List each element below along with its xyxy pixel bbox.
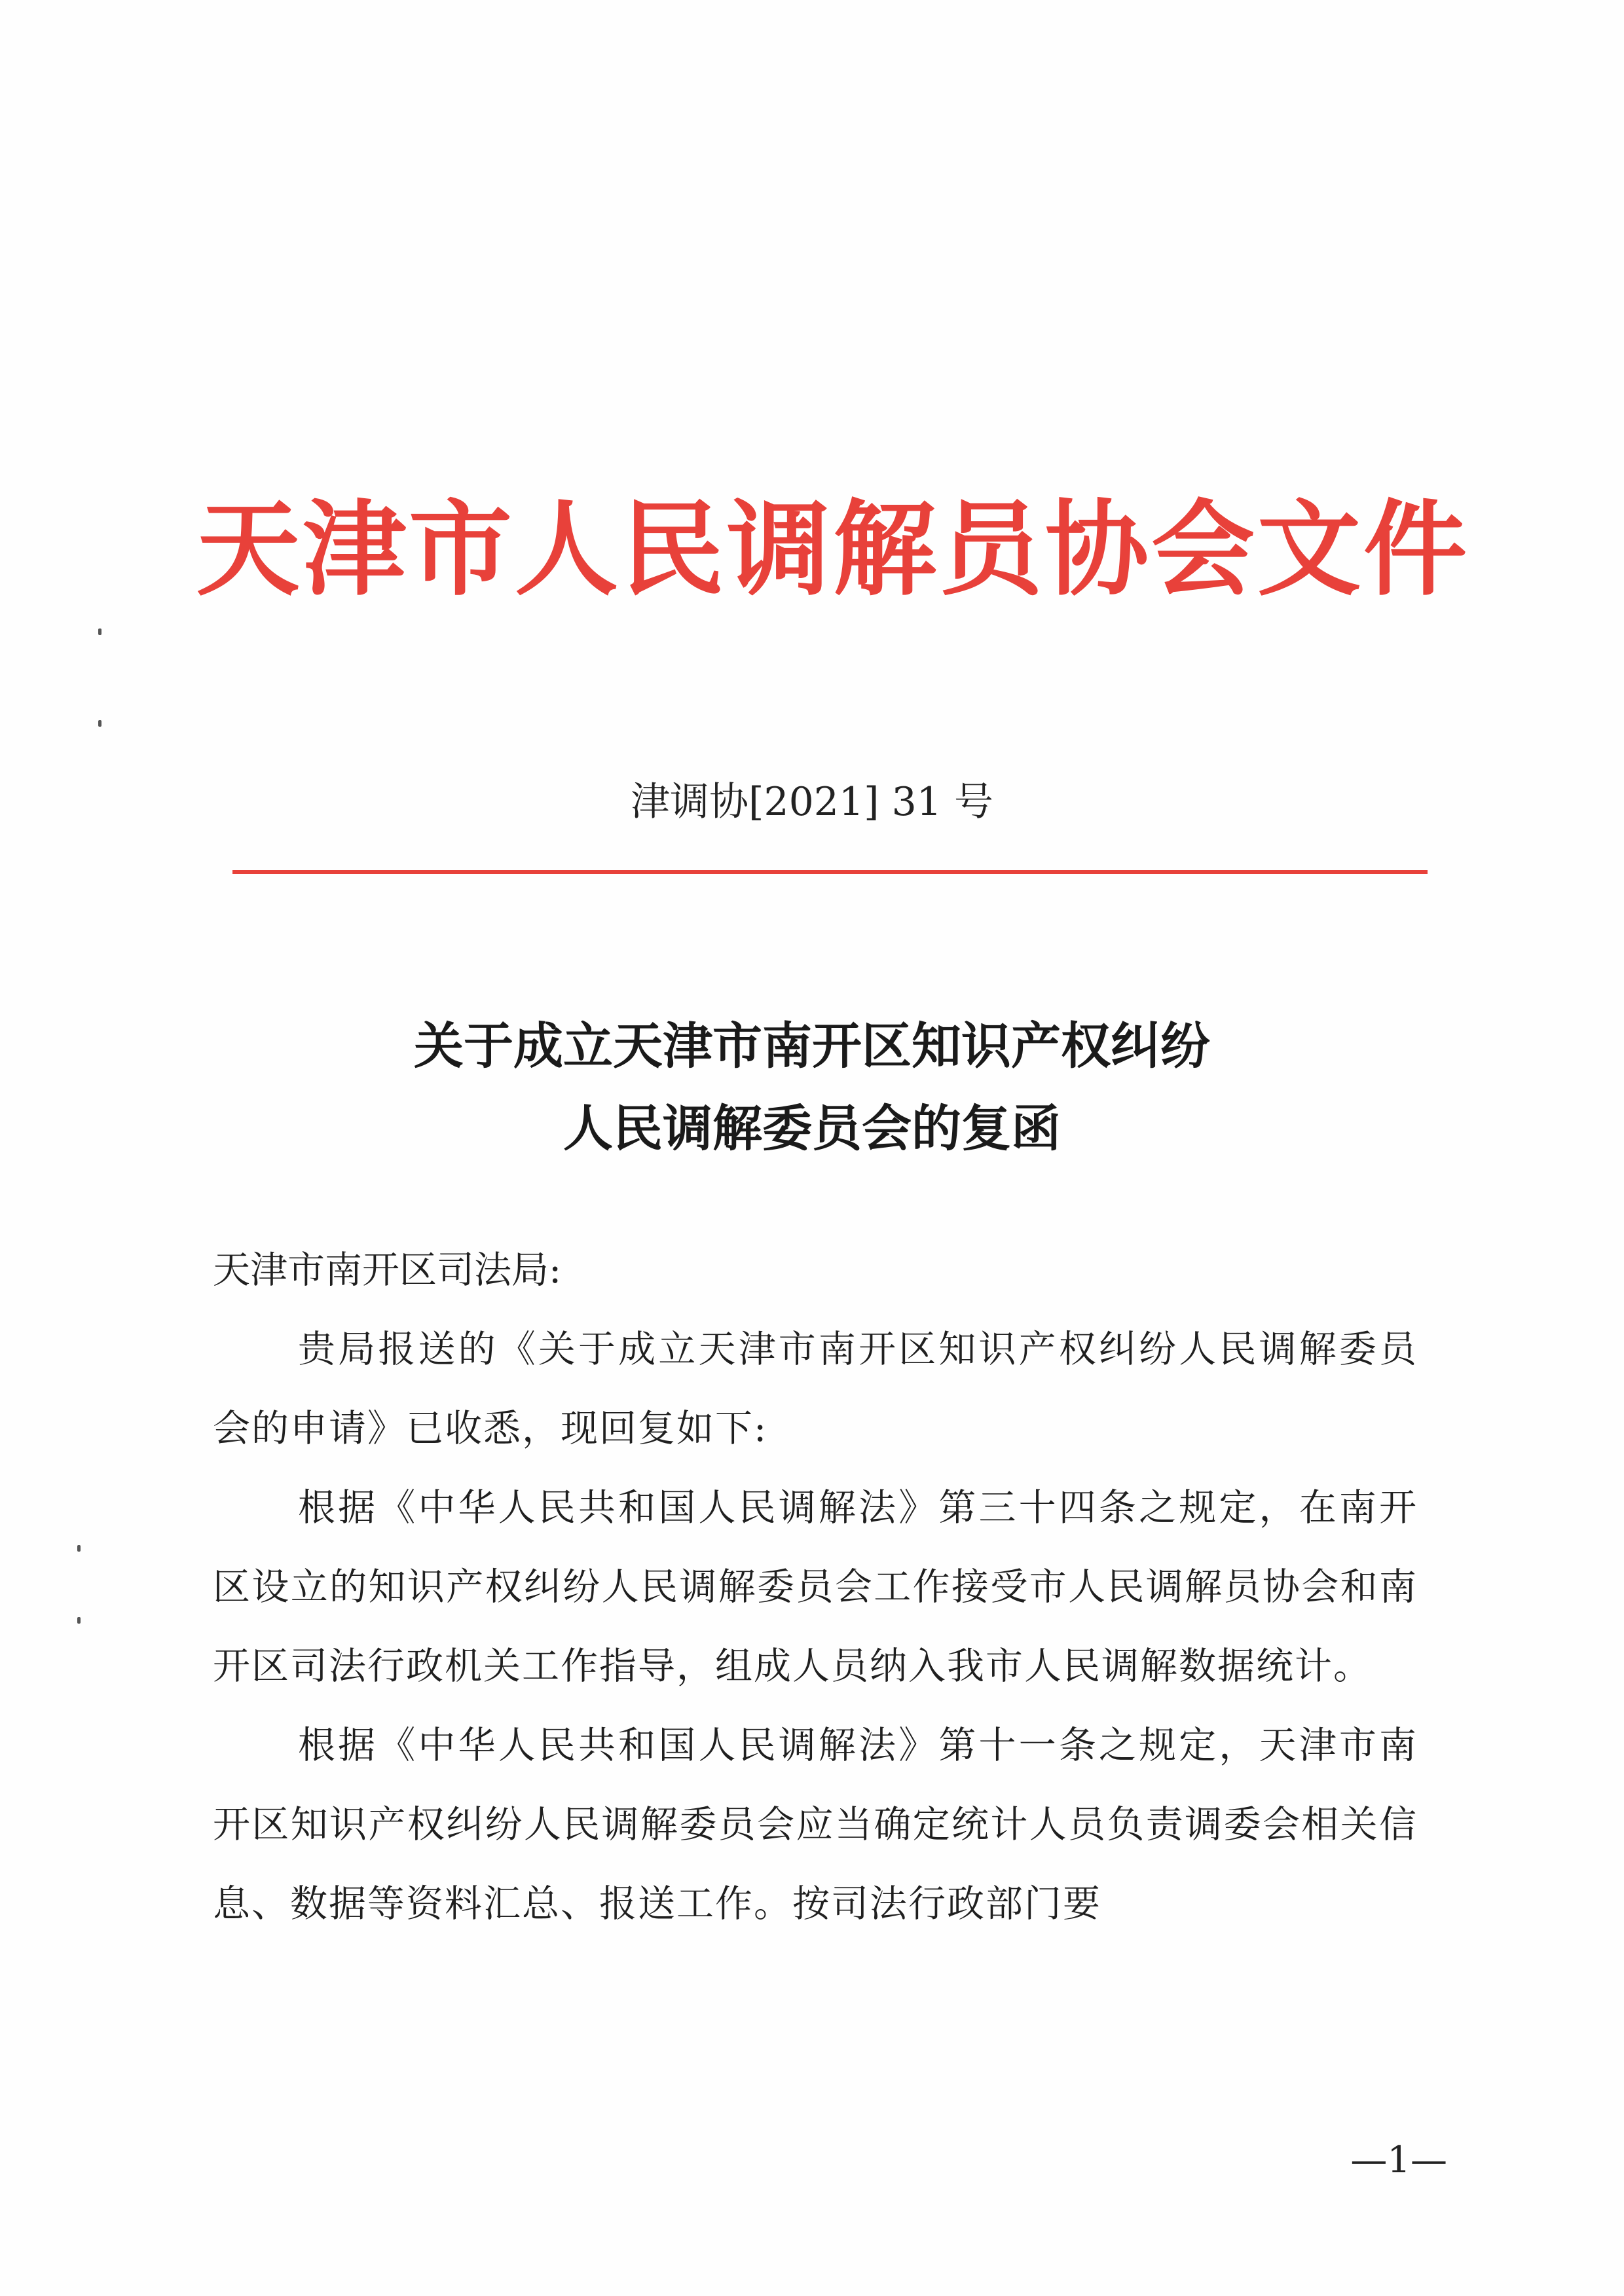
document-title	[196, 1005, 1428, 1170]
document-title-line-2: 人民调解委员会的复函	[563, 1099, 1061, 1157]
scan-mark	[98, 629, 101, 635]
body-paragraph-2: 根据《中华人民共和国人民调解法》第三十四条之规定，在南开区设立的知识产权纠纷人民调解委员会工作接受市人民调解员协会和南开区司法行政机关工作指导，组成人员纳入我市人民调解数据统计。	[213, 1486, 1418, 1688]
body-paragraph-3: 根据《中华人民共和国人民调解法》第十一条之规定，天津市南开区知识产权纠纷人民调解委员会应当确定统计人员负责调委会相关信息、数据等资料汇总、报送工作。按司法行政部门要	[213, 1724, 1418, 1925]
document-title-line-1: 关于成立天津市南开区知识产权纠纷	[414, 1017, 1210, 1075]
page-number: —1—	[1350, 2139, 1447, 2181]
document-body	[213, 1231, 1418, 1944]
scan-mark	[77, 1617, 81, 1624]
scan-mark	[77, 1545, 81, 1552]
body-paragraph-1: 贵局报送的《关于成立天津市南开区知识产权纠纷人民调解委员会的申请》已收悉，现回复如下:	[213, 1328, 1418, 1450]
red-divider-line	[232, 870, 1428, 874]
issuer-header-title: 天津市人民调解员协会文件	[196, 489, 1469, 610]
scan-mark	[98, 720, 101, 727]
salutation: 天津市南开区司法局:	[213, 1248, 562, 1292]
document-number: 津调协[2021] 31 号	[630, 779, 993, 825]
